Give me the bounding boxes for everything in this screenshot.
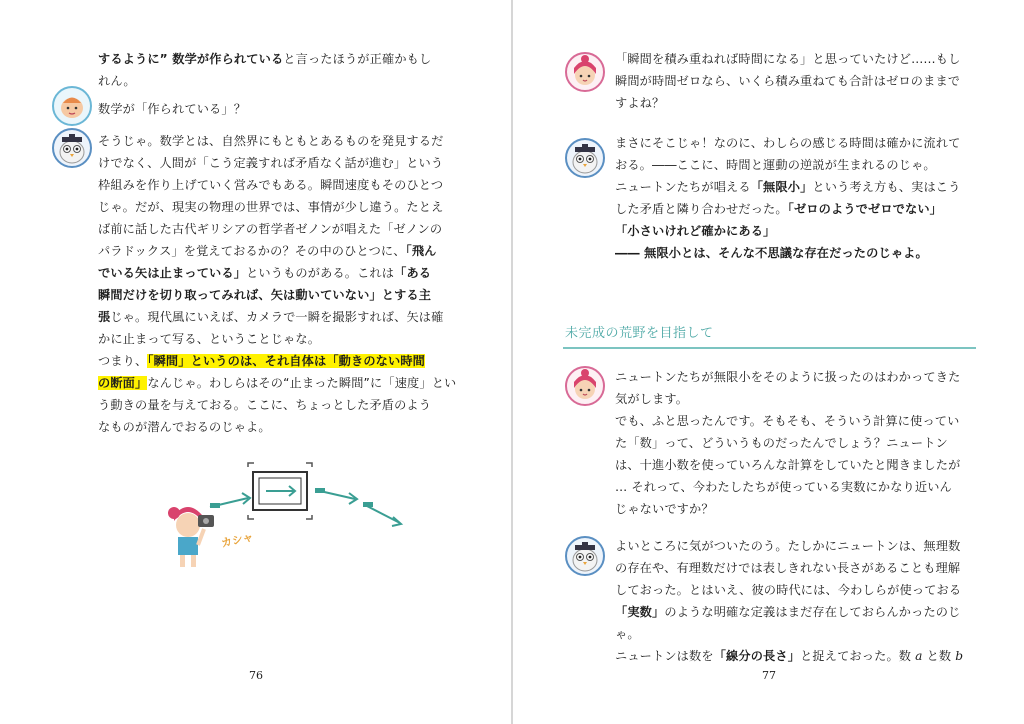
text-line bbox=[615, 476, 960, 498]
text-run: ニュートンは数を bbox=[615, 649, 714, 663]
text-line bbox=[615, 432, 960, 454]
text-run: a bbox=[915, 649, 923, 663]
camera-arrow-illustration bbox=[160, 455, 410, 575]
text-line bbox=[615, 623, 963, 645]
bold-text: 「ある bbox=[394, 266, 432, 280]
text-line bbox=[615, 535, 963, 557]
text-run: ゃ。 bbox=[615, 627, 640, 641]
text-run: なんじゃ。わしらはその“止まった瞬間”に「速度」とい bbox=[147, 376, 457, 390]
text-run: 瞬間が時間ゼロなら、いくら積み重ねても合計はゼロのままで bbox=[615, 74, 961, 88]
text-run: ニュートンたちが無限小をそのように扱ったのはわかってきた bbox=[615, 370, 961, 384]
text-line bbox=[615, 388, 960, 410]
text-run: た「数」って、どういうものだったんでしょう？ニュートン bbox=[615, 436, 948, 450]
text-answer bbox=[98, 130, 456, 438]
bold-text: 「小さいけれど確かにある」 bbox=[615, 224, 776, 238]
text-line bbox=[98, 240, 456, 262]
text-line bbox=[615, 410, 960, 432]
boy-avatar-icon bbox=[52, 86, 92, 126]
text-run: した矛盾と隣り合わせだった。 bbox=[615, 202, 788, 216]
text-run: まさにそこじゃ！なのに、わしらの感じる時間は確かに流れて bbox=[615, 136, 961, 150]
bold-text: 「ゼロのようでゼロでない」 bbox=[787, 202, 943, 216]
text-line bbox=[98, 70, 431, 92]
left-page bbox=[0, 0, 511, 724]
text-run: b bbox=[955, 649, 964, 663]
owl-professor-avatar-icon bbox=[52, 128, 92, 168]
text-line bbox=[615, 242, 960, 264]
text-line bbox=[98, 350, 456, 372]
text-run: なものが潜んでおるのじゃよ。 bbox=[98, 420, 271, 434]
text-run: じゃ。だが、現実の物理の世界では、事情が少し違う。たとえ bbox=[98, 200, 444, 214]
text-run: パラドックス」を覚えておるかの？その中のひとつに、 bbox=[98, 244, 406, 258]
bold-text: するように” 数学が作られている bbox=[98, 52, 284, 66]
text-line bbox=[98, 218, 456, 240]
text-run: ば前に話した古代ギリシアの哲学者ゼノンが唱えた「ゼノンの bbox=[98, 222, 443, 236]
text-run: よいところに気がついたのう。たしかにニュートンは、無理数 bbox=[615, 539, 961, 553]
girl-avatar-icon bbox=[565, 52, 605, 92]
text-line bbox=[98, 196, 456, 218]
text-run: しておった。とはいえ、彼の時代には、今わしらが使っておる bbox=[615, 583, 962, 597]
text-line bbox=[615, 70, 960, 92]
bold-text: でいる矢は止まっている」 bbox=[98, 266, 247, 280]
girl-avatar-icon bbox=[565, 366, 605, 406]
text-girl-1 bbox=[615, 48, 960, 114]
text-line bbox=[615, 366, 960, 388]
text-run: れん。 bbox=[98, 74, 136, 88]
text-run: おる。――ここに、時間と運動の逆説が生まれるのじゃ。 bbox=[615, 158, 936, 172]
text-line bbox=[98, 372, 456, 394]
text-run: かに止まって写る、ということじゃな。 bbox=[98, 332, 321, 346]
bold-text: 「無限小」 bbox=[750, 180, 813, 194]
text-run: と捉えておった。数 bbox=[800, 649, 916, 663]
bold-text: 瞬間だけを切り取ってみれば、矢は動いていない」とする主 bbox=[98, 288, 432, 302]
text-line bbox=[98, 328, 456, 350]
text-owl-1 bbox=[615, 132, 960, 264]
text-line bbox=[98, 130, 456, 152]
text-line bbox=[615, 48, 960, 70]
text-line bbox=[615, 198, 960, 220]
text-run: 枠組みを作り上げていく営みでもある。瞬間速度もそのひとつ bbox=[98, 178, 444, 192]
text-run: でも、ふと思ったんです。そもそも、そういう計算に使ってい bbox=[615, 414, 960, 428]
text-line bbox=[98, 48, 431, 70]
page-number-right: 77 bbox=[762, 669, 776, 682]
text-run: という考え方も、実はこう bbox=[812, 180, 961, 194]
section-divider bbox=[563, 347, 976, 349]
highlighted-text: の断面」 bbox=[98, 376, 148, 390]
text-question bbox=[98, 98, 246, 120]
text-line bbox=[615, 154, 960, 176]
text-run: 気がします。 bbox=[615, 392, 689, 406]
text-line bbox=[98, 174, 456, 196]
text-run: のような明確な定義はまだ存在しておらんかったのじ bbox=[664, 605, 961, 619]
owl-professor-avatar-icon bbox=[565, 536, 605, 576]
text-intro bbox=[98, 48, 431, 92]
text-line bbox=[615, 498, 960, 520]
text-line bbox=[615, 454, 960, 476]
text-run: と言ったほうが正確かもし bbox=[283, 52, 432, 66]
text-line bbox=[615, 220, 960, 242]
text-line bbox=[615, 645, 963, 667]
text-line bbox=[98, 262, 456, 284]
text-line bbox=[615, 132, 960, 154]
text-girl-2 bbox=[615, 366, 960, 520]
text-run: の存在や、有理数だけでは表しきれない長さがあることも理解 bbox=[615, 561, 961, 575]
text-run: じゃ。現代風にいえば、カメラで一瞬を撮影すれば、矢は確 bbox=[110, 310, 444, 324]
text-run: は、十進小数を使っていろんな計算をしていたと聞きましたが bbox=[615, 458, 961, 472]
text-line bbox=[615, 579, 963, 601]
text-run: う動きの量を与えておる。ここに、ちょっとした矛盾のよう bbox=[98, 398, 432, 412]
page-number-left: 76 bbox=[249, 669, 263, 682]
bold-text: ―― 無限小とは、そんな不思議な存在だったのじゃよ。 bbox=[615, 246, 928, 260]
text-run: ニュートンたちが唱える bbox=[615, 180, 751, 194]
text-line bbox=[615, 176, 960, 198]
text-run: 数学が「作られている」？ bbox=[98, 102, 247, 116]
text-line bbox=[98, 98, 246, 120]
bold-text: 「飛ん bbox=[405, 244, 437, 258]
text-run: すよね？ bbox=[615, 96, 665, 110]
bold-text: 張 bbox=[98, 310, 111, 324]
text-run: じゃないですか？ bbox=[615, 502, 714, 516]
highlighted-text: 「瞬間」というのは、それ自体は「動きのない時間 bbox=[147, 354, 426, 368]
text-owl-2 bbox=[615, 535, 963, 667]
text-run: つまり、 bbox=[98, 354, 148, 368]
section-title: 未完成の荒野を目指して bbox=[565, 326, 714, 341]
text-line bbox=[98, 152, 456, 174]
text-line bbox=[615, 92, 960, 114]
bold-text: 「実数」 bbox=[615, 605, 665, 619]
right-page bbox=[513, 0, 1024, 724]
text-run: そうじゃ。数学とは、自然界にもともとあるものを発見するだ bbox=[98, 134, 444, 148]
text-run: 「瞬間を積み重ねれば時間になる」と思っていたけど……もし bbox=[615, 52, 961, 66]
sound-effect-label: カシャ bbox=[219, 530, 255, 550]
text-line bbox=[615, 557, 963, 579]
owl-professor-avatar-icon bbox=[565, 138, 605, 178]
text-run: というものがある。これは bbox=[246, 266, 395, 280]
text-run: … それって、今わたしたちが使っている実数にかなり近いん bbox=[615, 480, 952, 494]
text-line bbox=[98, 284, 456, 306]
text-run: と数 bbox=[922, 649, 956, 663]
text-line bbox=[98, 394, 456, 416]
text-line bbox=[615, 601, 963, 623]
text-run: けでなく、人間が「こう定義すれば矛盾なく話が進む」という bbox=[98, 156, 444, 170]
text-line bbox=[98, 306, 456, 328]
text-line bbox=[98, 416, 456, 438]
bold-text: 「線分の長さ」 bbox=[713, 649, 801, 663]
